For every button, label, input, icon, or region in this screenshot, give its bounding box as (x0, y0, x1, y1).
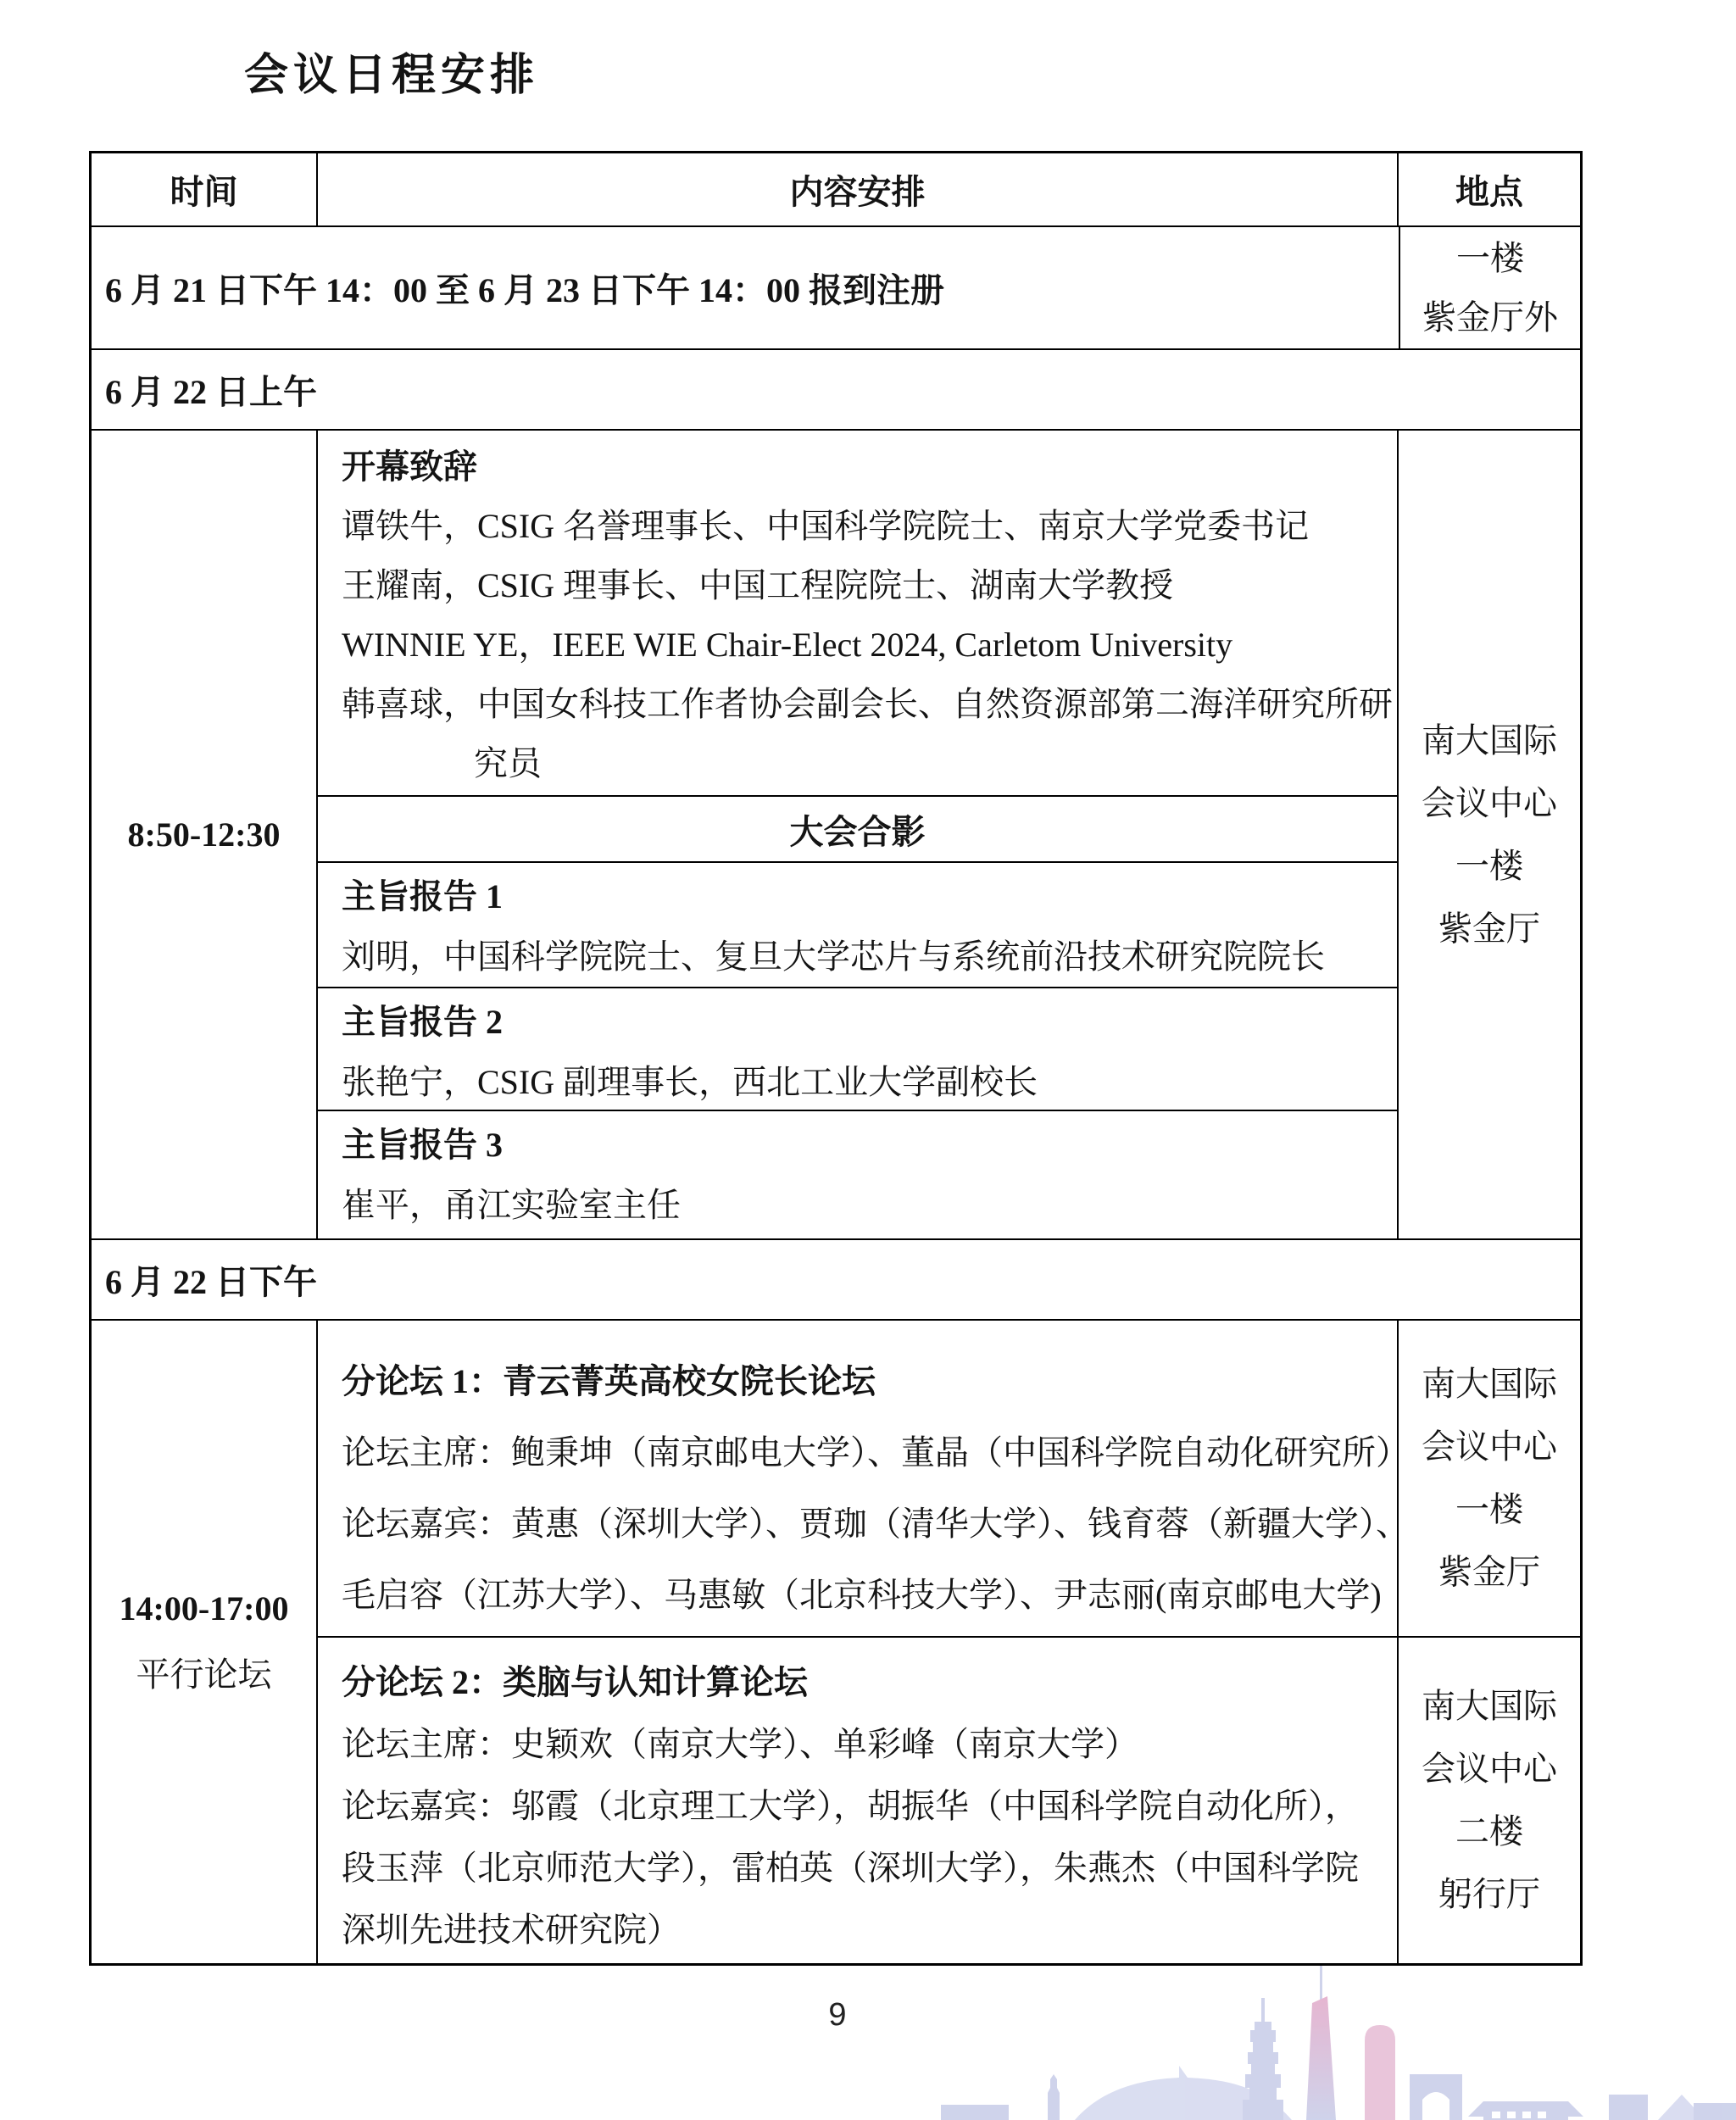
pagoda-tier (1245, 2074, 1281, 2088)
schedule-table (89, 151, 1583, 1966)
location-line: 紫金厅 (1438, 1553, 1540, 1591)
arch-cutout (1422, 2092, 1449, 2120)
location-line: 二楼 (1455, 1812, 1523, 1850)
afternoon-forums-column (318, 1321, 1580, 1963)
speaker-line: 韩喜球，中国女科技工作者协会副会长、自然资源部第二海洋研究所研 (342, 685, 1393, 723)
building-silhouette (1694, 2103, 1736, 2120)
pagoda-tier (1243, 2100, 1283, 2120)
speaker-line: 谭铁牛，CSIG 名誉理事长、中国科学院院士、南京大学党委书记 (342, 507, 1310, 545)
tower-body (1306, 1996, 1336, 2120)
keynote2-speaker: 张艳宁，CSIG 副理事长，西北工业大学副校长 (342, 1063, 1038, 1101)
keynote1-speaker: 刘明，中国科学院院士、复旦大学芯片与系统前沿技术研究院院长 (342, 938, 1325, 976)
registration-row (92, 225, 1580, 348)
forum-line: 段玉萍（北京师范大学），雷柏英（深圳大学），朱燕杰（中国科学院 (342, 1849, 1359, 1887)
forum2-row (318, 1636, 1580, 1963)
location-line: 紫金厅 (1438, 909, 1540, 948)
header-cell-location: 地点 (1455, 173, 1523, 211)
page-number: 9 (828, 1997, 847, 2033)
keynote2-title: 主旨报告 2 (342, 1003, 503, 1041)
location-line: 躬行厅 (1438, 1875, 1540, 1913)
pagoda-tier (1251, 2064, 1275, 2074)
pagoda-tier (1255, 2022, 1271, 2030)
zifeng-tower-silhouette (1306, 1966, 1336, 2120)
keynote3-title: 主旨报告 3 (342, 1126, 503, 1164)
speaker-line-continuation: 究员 (474, 744, 542, 782)
keynote2-cell (318, 987, 1397, 1110)
afternoon-block-row (92, 1319, 1580, 1963)
forum2-content-cell (318, 1638, 1399, 1963)
forum-line: 论坛嘉宾：邬霞（北京理工大学），胡振华（中国科学院自动化所）， (342, 1787, 1359, 1825)
temple-window (1507, 2112, 1516, 2118)
table-header-row (92, 153, 1580, 225)
registration-location-cell (1400, 227, 1580, 348)
opening-title: 开幕致辞 (342, 448, 477, 486)
morning-location-cell (1399, 431, 1580, 1238)
location-line: 南大国际 (1422, 1687, 1557, 1725)
keynote1-title: 主旨报告 1 (342, 877, 503, 915)
date-row-pm: 6 月 22 日下午 (92, 1238, 1580, 1319)
forum1-content-cell (318, 1321, 1410, 1636)
building-silhouette (941, 2105, 1009, 2120)
pagoda-tier (1250, 2030, 1276, 2042)
page-title: 会议日程安排 (244, 52, 540, 100)
arch-building-silhouette (1410, 2074, 1462, 2120)
forum-line: 论坛嘉宾：黄惠（深圳大学）、贾珈（清华大学）、钱育蓉（新疆大学）、 (342, 1505, 1410, 1543)
forum-line: 毛启容（江苏大学）、马惠敏（北京科技大学）、尹志丽(南京邮电大学) (342, 1576, 1382, 1614)
morning-content-column (318, 431, 1399, 1238)
pagoda-silhouette (1243, 1998, 1283, 2120)
morning-time-cell (92, 431, 318, 1238)
location-line: 会议中心 (1422, 1750, 1557, 1788)
location-line: 会议中心 (1422, 1427, 1557, 1466)
header-cell-time: 时间 (92, 153, 318, 225)
forum1-location-cell (1399, 1321, 1580, 1636)
location-line: 一楼 (1455, 846, 1523, 885)
forum2-location-cell (1399, 1638, 1580, 1963)
location-line: 南大国际 (1422, 721, 1557, 760)
forum2-title: 分论坛 2：类脑与认知计算论坛 (342, 1663, 808, 1701)
location-line: 紫金厅外 (1422, 298, 1558, 337)
afternoon-time-label: 平行论坛 (136, 1655, 272, 1694)
morning-time: 8:50-12:30 (127, 815, 281, 854)
pagoda-tier (1253, 2042, 1273, 2052)
temple-window (1538, 2112, 1546, 2118)
temple-hall-silhouette (1468, 2101, 1583, 2120)
registration-text: 6 月 21 日下午 14：00 至 6 月 23 日下午 14：00 报到注册 (92, 227, 1400, 348)
skyline-watermark (931, 1950, 1736, 2120)
forum-line: 深圳先进技术研究院） (342, 1911, 681, 1949)
location-line: 一楼 (1455, 1490, 1523, 1528)
keynote3-cell (318, 1110, 1397, 1238)
date-row-am: 6 月 22 日上午 (92, 348, 1580, 429)
afternoon-time: 14:00-17:00 (119, 1589, 289, 1628)
location-line: 会议中心 (1422, 783, 1557, 822)
forum-line: 论坛主席：史颖欢（南京大学）、单彩峰（南京大学） (342, 1725, 1138, 1763)
speaker-line: 王耀南，CSIG 理事长、中国工程院院士、湖南大学教授 (342, 566, 1174, 604)
small-tower-silhouette (1048, 2074, 1060, 2120)
morning-block-row (92, 429, 1580, 1238)
group-photo-cell: 大会合影 (318, 795, 1397, 861)
dome-tower-silhouette (1365, 2025, 1395, 2120)
pagoda-tier (1248, 2052, 1278, 2064)
forum-line: 论坛主席：鲍秉坤（南京邮电大学）、董晶（中国科学院自动化研究所） (342, 1433, 1410, 1472)
forum1-row (318, 1321, 1580, 1636)
location-line: 一楼 (1456, 238, 1524, 277)
tower-antenna (1320, 1966, 1322, 2000)
forum1-title: 分论坛 1：青云菁英高校女院长论坛 (342, 1362, 876, 1400)
location-line: 南大国际 (1422, 1365, 1557, 1403)
keynote3-speaker: 崔平，甬江实验室主任 (342, 1186, 681, 1224)
temple-window (1522, 2112, 1531, 2118)
afternoon-time-cell (92, 1321, 318, 1963)
building-silhouette (1609, 2095, 1648, 2120)
speaker-line: WINNIE YE，IEEE WIE Chair-Elect 2024, Carletom University (342, 626, 1233, 664)
pagoda-tier (1249, 2088, 1277, 2100)
temple-window (1492, 2112, 1500, 2118)
header-cell-content: 内容安排 (318, 153, 1399, 225)
opening-remarks-cell (318, 431, 1397, 795)
keynote1-cell (318, 861, 1397, 987)
